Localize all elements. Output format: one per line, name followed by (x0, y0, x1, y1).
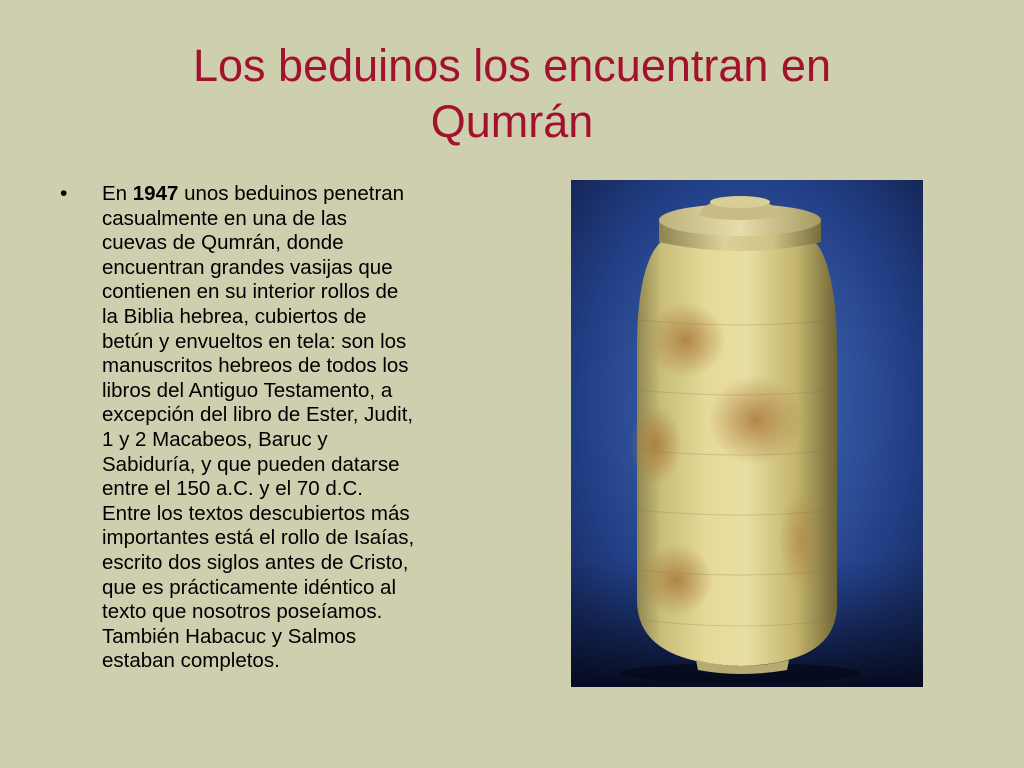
bullet-line: Sabiduría, y que pueden datarse (102, 452, 400, 476)
bullet-line: estaban completos. (102, 649, 280, 673)
jar-stain (646, 302, 726, 378)
bullet-line: manuscritos hebreos de todos los (102, 354, 409, 378)
bullet-line: También Habacuc y Salmos (102, 624, 357, 648)
jar-stain (630, 405, 682, 485)
title-line-2: Qumrán (430, 96, 594, 147)
bullet-line: libros del Antiguo Testamento, a (102, 378, 393, 402)
bullet-line: importantes está el rollo de Isaías, (102, 526, 415, 550)
bullet-text (102, 182, 502, 674)
bullet-line: texto que nosotros poseíamos. (102, 600, 383, 624)
title-line-1: Los beduinos los encuentran en (193, 40, 831, 91)
qumran-jar-photo (571, 180, 923, 687)
bullet-marker: • (60, 182, 68, 205)
bullet-line: Entre los textos descubiertos más (102, 501, 410, 525)
bullet-year: 1947 (132, 182, 179, 205)
bullet-line: escrito dos siglos antes de Cristo, (102, 550, 409, 574)
jar-stain (638, 544, 714, 616)
bullet-prefix: En (102, 182, 133, 205)
jar-stain (708, 375, 804, 465)
bullet-line: entre el 150 a.C. y el 70 d.C. (102, 477, 363, 501)
bullet-line: encuentran grandes vasijas que (102, 255, 393, 279)
jar-stain (779, 490, 823, 590)
bullet-line: que es prácticamente idéntico al (102, 575, 397, 599)
bullet-line: la Biblia hebrea, cubiertos de (102, 304, 367, 328)
bullet-line: contienen en su interior rollos de (102, 280, 399, 304)
bullet-line: cuevas de Qumrán, donde (102, 231, 344, 255)
bullet-line: unos beduinos penetran (178, 182, 405, 205)
slide-title (60, 38, 964, 150)
bullet-line: betún y envueltos en tela: son los (102, 329, 407, 353)
bullet-line: 1 y 2 Macabeos, Baruc y (102, 427, 328, 451)
bullet-line: excepción del libro de Ester, Judit, (102, 403, 414, 427)
bullet-line: casualmente en una de las (102, 206, 348, 230)
